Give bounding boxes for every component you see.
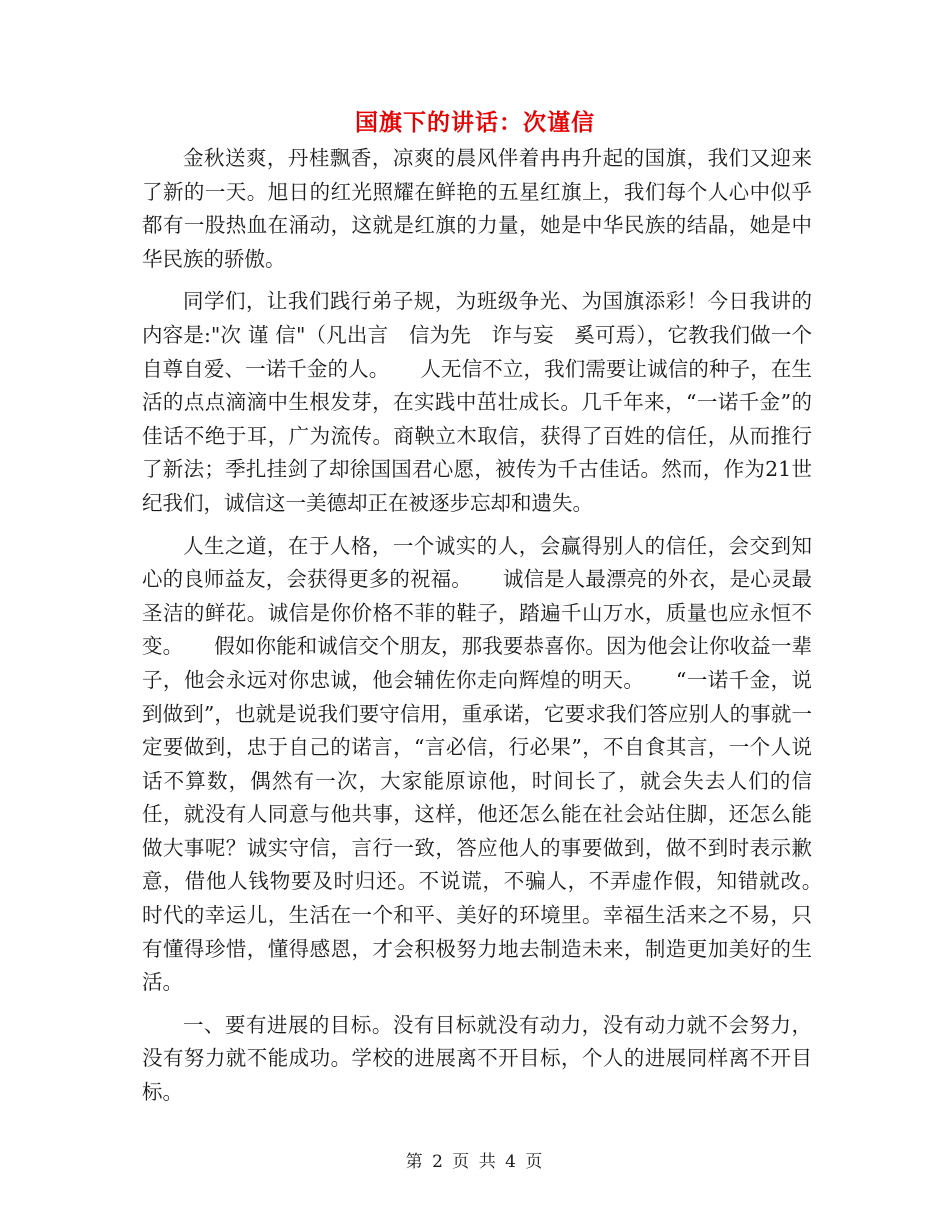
paragraph-3: 人生之道，在于人格，一个诚实的人，会赢得别人的信任，会交到知心的良师益友，会获得更多的祝福。 诚信是人最漂亮的外衣，是心灵最圣洁的鲜花。诚信是你价格不菲的鞋子，踏遍千山万水，质量也应永恒不变。 假如你能和诚信交个朋友，那我要恭喜你。因为他会让你收益一辈子，他会永远对你忠诚，他会辅佐你走向辉煌的明天。 “一诺千金，说到做到”，也就是说我们要守信用，重承诺，它要求我们答应别人的事就一定要做到，忠于自己的诺言，“言必信，行必果”，不自食其言，一个人说话不算数，偶然有一次，大家能原谅他，时间长了，就会失去人们的信任，就没有人同意与他共事，这样，他还怎么能在社会站住脚，还怎么能做大事呢？诚实守信，言行一致，答应他人的事要做到，做不到时表示歉意，借他人钱物要及时归还。不说谎，不骗人，不弄虚作假，知错就改。 时代的幸运儿，生活在一个和平、美好的环境里。幸福生活来之不易，只有懂得珍惜，懂得感恩，才会积极努力地去制造未来，制造更加美好的生活。: [142, 533, 853, 995]
page-footer: 第 2 页 共 4 页: [405, 1152, 545, 1172]
document-title: 国旗下的讲话：次谨信: [355, 109, 595, 136]
paragraph-1: 金秋送爽，丹桂飘香，凉爽的晨风伴着冉冉升起的国旗，我们又迎来了新的一天。旭日的红光照耀在鲜艳的五星红旗上，我们每个人心中似乎都有一股热血在涌动，这就是红旗的力量，她是中华民族的结晶，她是中华民族的骄傲。: [142, 146, 812, 271]
document-body: [142, 142, 853, 1110]
paragraph-4: 一、要有进展的目标。没有目标就没有动力，没有动力就不会努力，没有努力就不能成功。学校的进展离不开目标，个人的进展同样离不开目标。: [142, 1012, 812, 1105]
paragraph-2: 同学们，让我们践行弟子规，为班级争光、为国旗添彩！今日我讲的内容是:"次 谨 信"（凡出言 信为先 诈与妄 奚可焉），它教我们做一个自尊自爱、一诺千金的人。 人无信不立，我们需要让诚信的种子，在生活的点点滴滴中生根发芽，在实践中茁壮成长。几千年来，“一诺千金”的佳话不绝于耳，广为流传。商鞅立木取信，获得了百姓的信任，从而推行了新法；季扎挂剑了却徐国国君心愿，被传为千古佳话。然而，作为21世纪我们，诚信这一美德却正在被逐步忘却和遗失。: [142, 289, 812, 515]
